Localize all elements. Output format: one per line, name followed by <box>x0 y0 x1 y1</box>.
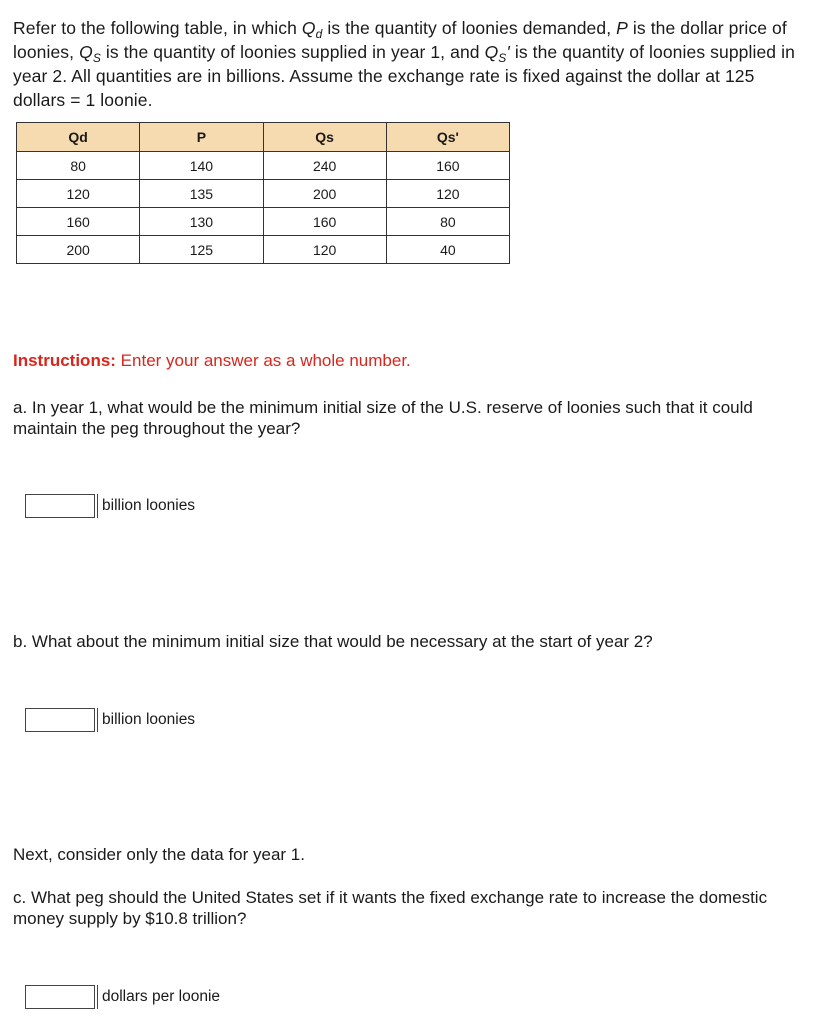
answer-c-unit: dollars per loonie <box>97 985 220 1009</box>
answer-b-group <box>25 708 195 732</box>
table-cell: 160 <box>17 208 140 236</box>
header-qs-prime: Qs' <box>386 123 509 152</box>
qs-symbol: Q <box>79 42 93 62</box>
qs-subscript: S <box>92 51 101 65</box>
table-header-row <box>17 123 510 152</box>
next-instruction: Next, consider only the data for year 1. <box>13 845 305 864</box>
instructions <box>13 351 411 371</box>
answer-c-group <box>25 985 220 1009</box>
table-cell: 135 <box>140 180 263 208</box>
intro-text-4: is the quantity of loonies supplied in year 1, and <box>105 42 485 62</box>
qd-symbol: Q <box>301 18 316 38</box>
table-cell: 80 <box>386 208 509 236</box>
answer-b-unit: billion loonies <box>97 708 195 732</box>
table-cell: 200 <box>17 236 140 264</box>
prime-mark: ' <box>506 42 510 62</box>
qd-subscript: d <box>315 27 323 41</box>
header-qs: Qs <box>263 123 386 152</box>
answer-a-group <box>25 494 195 518</box>
intro-text-1: Refer to the following table, in which <box>13 18 302 38</box>
answer-b-input[interactable] <box>25 708 95 732</box>
table-row <box>17 152 510 180</box>
header-qd: Qd <box>17 123 140 152</box>
instructions-label: Instructions: <box>13 351 116 370</box>
intro-text-5: is the quantity of loonies supplied in year 2. All quantities are in billions. Assume the exchange rate is fixed against the dollar at 125 dollars = 1 loonie. <box>13 42 795 110</box>
question-b: b. What about the minimum initial size that would be necessary at the start of year 2? <box>13 632 653 651</box>
table-cell: 130 <box>140 208 263 236</box>
p-symbol: P <box>616 18 628 38</box>
table-cell: 200 <box>263 180 386 208</box>
table-cell: 160 <box>263 208 386 236</box>
question-c: c. What peg should the United States set if it wants the fixed exchange rate to increase the domestic money supply by $10.8 trillion? <box>13 888 768 928</box>
answer-a-input[interactable] <box>25 494 95 518</box>
table-row <box>17 236 510 264</box>
data-table <box>16 122 510 264</box>
intro-text-3: is the dollar price of loonies, <box>13 18 787 62</box>
intro-text-2: is the quantity of loonies demanded, <box>327 18 617 38</box>
table-cell: 120 <box>386 180 509 208</box>
question-a: a. In year 1, what would be the minimum initial size of the U.S. reserve of loonies such that it could maintain the peg throughout the year? <box>13 398 753 438</box>
table-cell: 240 <box>263 152 386 180</box>
table-cell: 120 <box>17 180 140 208</box>
table-cell: 125 <box>140 236 263 264</box>
table-cell: 160 <box>386 152 509 180</box>
table-row <box>17 208 510 236</box>
table-row <box>17 180 510 208</box>
problem-intro <box>13 16 808 112</box>
header-p: P <box>140 123 263 152</box>
answer-c-input[interactable] <box>25 985 95 1009</box>
table-cell: 40 <box>386 236 509 264</box>
table-cell: 140 <box>140 152 263 180</box>
qs-prime-symbol: Q <box>484 42 499 62</box>
answer-a-unit: billion loonies <box>97 494 195 518</box>
qs-prime-subscript: S <box>498 51 507 65</box>
table-cell: 120 <box>263 236 386 264</box>
table-cell: 80 <box>17 152 140 180</box>
instructions-text: Enter your answer as a whole number. <box>115 351 411 370</box>
